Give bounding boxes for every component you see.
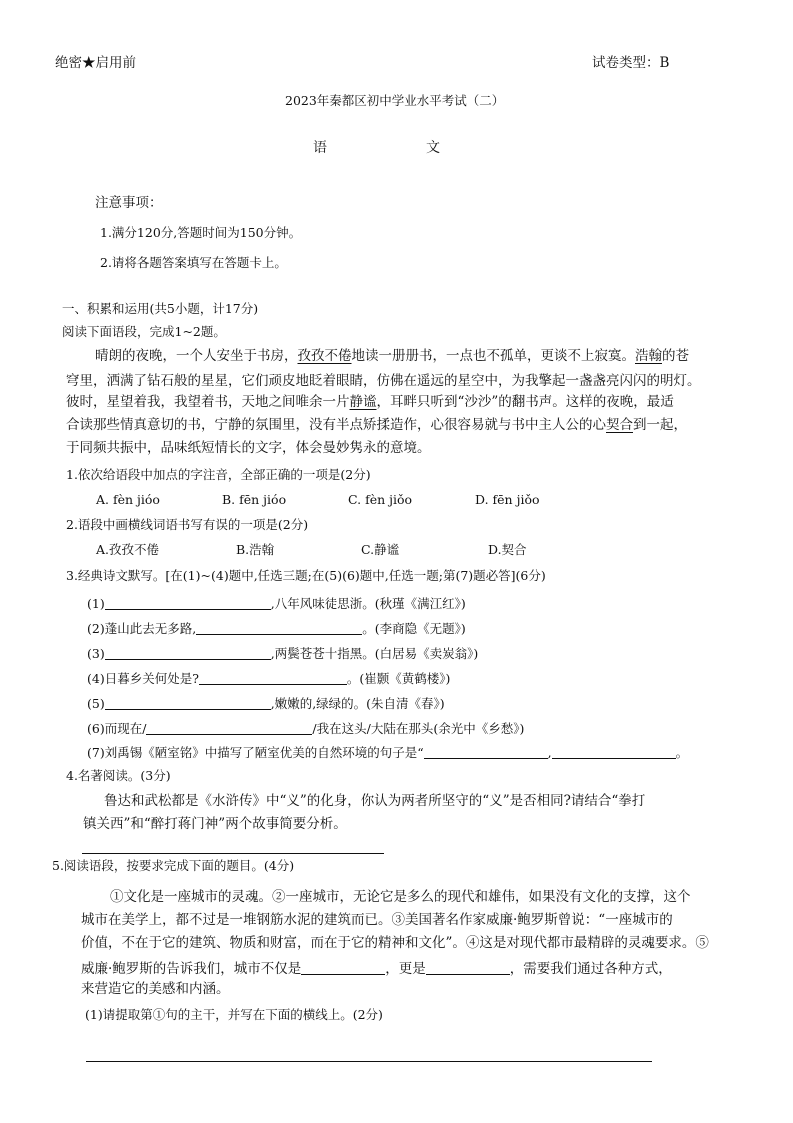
notice-title: 注意事项： <box>95 195 163 211</box>
subject-char-2: 文 <box>426 140 440 156</box>
passage-line-4: 合读那些情真意切的书，宁静的氛围里，没有半点矫揉造作，心很容易就与书中主人公的心契合到一起， <box>66 417 687 433</box>
question-2-option-a: A.孜孜不倦 <box>96 542 160 557</box>
answer-blank[interactable] <box>552 744 676 759</box>
section-instruction: 阅读下面语段，完成1~2题。 <box>62 324 226 339</box>
passage-line-2: 穹里，洒满了钻石般的星星，它们顽皮地眨着眼睛，仿佛在遥远的星空中，为我擎起一盏盏亮闪闪的明灯。 <box>66 373 701 389</box>
question-3-item-1: (1) ,八年风味徒思浙。(秋瑾《满江红》) <box>87 596 466 611</box>
question-5-stem: 5.阅读语段，按要求完成下面的题目。(4分) <box>52 858 295 873</box>
question-2-option-b: B.浩翰 <box>236 542 275 557</box>
question-2-option-c: C.静谧 <box>361 542 400 557</box>
question-4-line-2: 镇关西”和“醉打蒋门神”两个故事简要分析。 <box>83 816 347 832</box>
question-2-stem: 2.语段中画横线词语书写有误的一项是(2分) <box>66 517 309 532</box>
passage-line-3: 彼时，星望着我，我望着书，天地之间唯余一片静谧，耳畔只听到“沙沙”的翻书声。这样的夜晚，最适 <box>66 394 674 410</box>
answer-blank[interactable] <box>424 744 548 759</box>
answer-line[interactable] <box>86 1061 652 1062</box>
answer-blank[interactable] <box>105 695 271 710</box>
question-3-stem: 3.经典诗文默写。[在(1)~(4)题中,任选三题;在(5)(6)题中,任选一题;第(7)题必答](6分) <box>66 568 546 583</box>
question-3-item-6: (6)而现在/ /我在这头/大陆在那头(余光中《乡愁》) <box>87 721 525 736</box>
answer-blank[interactable] <box>105 645 271 660</box>
question-2-option-d: D.契合 <box>488 542 527 557</box>
question-3-item-2: (2)蓬山此去无多路, 。(李商隐《无题》) <box>87 621 466 636</box>
subject-char-1: 语 <box>313 140 327 156</box>
question-1-option-a: A. fèn jióo <box>96 492 160 507</box>
question-3-item-7: (7)刘禹锡《陋室铭》中描写了陋室优美的自然环境的句子是“ , 。 <box>87 745 689 760</box>
question-3-item-4: (4)日暮乡关何处是? 。(崔颢《黄鹤楼》) <box>87 671 451 686</box>
question-4-stem: 4.名著阅读。(3分) <box>66 768 171 783</box>
question-1-option-d: D. fēn jiǒo <box>475 492 540 507</box>
answer-blank[interactable] <box>301 960 385 975</box>
question-5-line-3: 价值，不在于它的建筑、物质和财富，而在于它的精神和文化”。④这是对现代都市最精辟的灵魂要求。⑤ <box>81 935 709 951</box>
section-title: 一、积累和运用(共5小题，计17分) <box>62 301 259 316</box>
passage-line-1: 晴朗的夜晚，一个人安坐于书房，孜孜不倦地读一册册书，一点也不孤单，更谈不上寂寞。浩翰的苍 <box>95 348 689 364</box>
question-3-item-5: (5) ,嫩嫩的,绿绿的。(朱自清《春》) <box>87 696 445 711</box>
answer-blank[interactable] <box>426 960 510 975</box>
question-1-option-b: B. fēn jióo <box>222 492 287 507</box>
notice-item-1: 1.满分120分,答题时间为150分钟。 <box>100 225 302 240</box>
question-5-line-5: 来营造它的美感和内涵。 <box>81 981 230 997</box>
confidential-mark: 绝密★启用前 <box>55 55 136 71</box>
answer-blank[interactable] <box>105 595 271 610</box>
answer-blank[interactable] <box>196 620 362 635</box>
passage-line-5: 于同频共振中，品味纸短情长的文字，体会曼妙隽永的意境。 <box>66 440 431 456</box>
paper-type: 试卷类型：B <box>592 55 670 71</box>
question-5-line-2: 城市在美学上，都不过是一堆钢筋水泥的建筑而已。③美国著名作家威廉·鲍罗斯曾说：“一座城市的 <box>81 912 673 928</box>
notice-item-2: 2.请将各题答案填写在答题卡上。 <box>100 255 287 270</box>
exam-title: 2023年秦都区初中学业水平考试（二） <box>285 93 505 108</box>
question-5-sub-1: (1)请提取第①句的主干，并写在下面的横线上。(2分) <box>85 1007 383 1022</box>
answer-blank[interactable] <box>146 720 312 735</box>
question-5-line-4: 威廉·鲍罗斯的告诉我们，城市不仅是 ，更是 ，需要我们通过各种方式， <box>81 961 672 977</box>
question-1-stem: 1.依次给语段中加点的字注音，全部正确的一项是(2分) <box>66 467 371 482</box>
question-3-item-3: (3) ,两鬓苍苍十指黑。(白居易《卖炭翁》) <box>87 646 479 661</box>
question-4-line-1: 鲁达和武松都是《水浒传》中“义”的化身，你认为两者所坚守的“义”是否相同?请结合“拳打 <box>104 793 646 809</box>
question-5-line-1: ①文化是一座城市的灵魂。②一座城市，无论它是多么的现代和雄伟，如果没有文化的支撑，这个 <box>110 889 691 905</box>
question-1-option-c: C. fèn jiǒo <box>348 492 413 507</box>
answer-line[interactable] <box>82 853 384 854</box>
answer-blank[interactable] <box>199 670 347 685</box>
